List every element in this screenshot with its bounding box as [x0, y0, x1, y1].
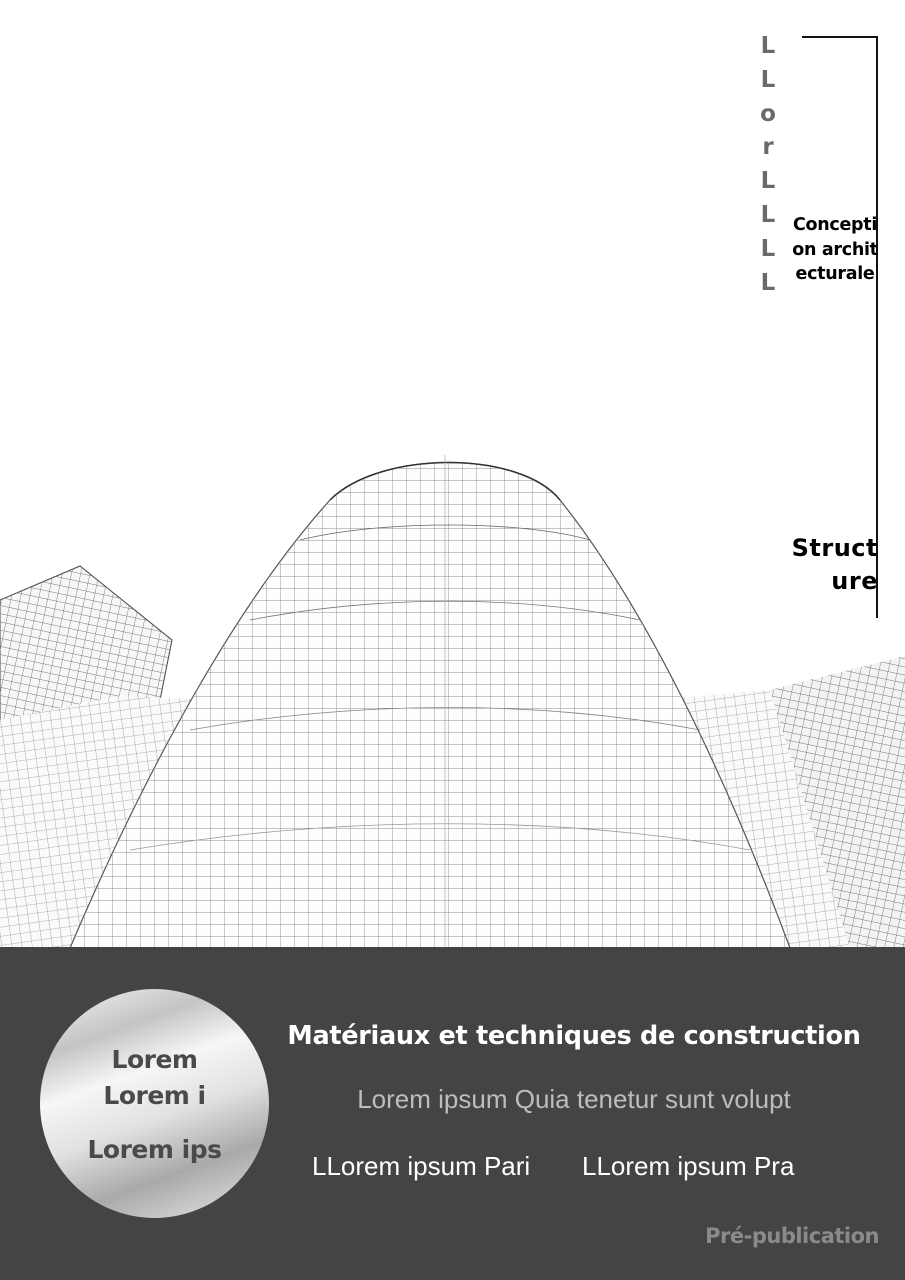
badge-line-3: Lorem ips	[87, 1135, 222, 1164]
vertical-letter: L	[760, 168, 776, 195]
side-label: Structure	[791, 534, 878, 595]
vertical-letter: L	[760, 201, 776, 228]
vertical-letter: r	[762, 134, 774, 161]
vertical-letter: L	[760, 33, 776, 59]
vertical-letter: o	[760, 100, 776, 127]
vertical-letter: L	[760, 235, 776, 262]
bracket-top-line	[802, 36, 878, 38]
vertical-letter-stack	[754, 30, 782, 300]
footer-info-left: LLorem ipsum Pari	[312, 1151, 531, 1181]
vertical-letter: L	[760, 269, 776, 296]
skyscraper-illustration	[0, 440, 905, 948]
status-label: Pré-publication	[705, 1224, 879, 1248]
footer-headline: Matériaux et techniques de construction	[287, 1021, 861, 1051]
vertical-letter: L	[760, 66, 776, 93]
footer-info-right: LLorem ipsum Pra	[582, 1151, 795, 1181]
side-title: Conception architecturale	[792, 215, 878, 284]
badge-line-1: Lorem	[111, 1045, 198, 1074]
footer-subline: Lorem ipsum Quia tenetur sunt volupt	[357, 1084, 791, 1114]
bracket-side-line	[876, 36, 878, 618]
badge-line-2: Lorem i	[103, 1081, 206, 1110]
